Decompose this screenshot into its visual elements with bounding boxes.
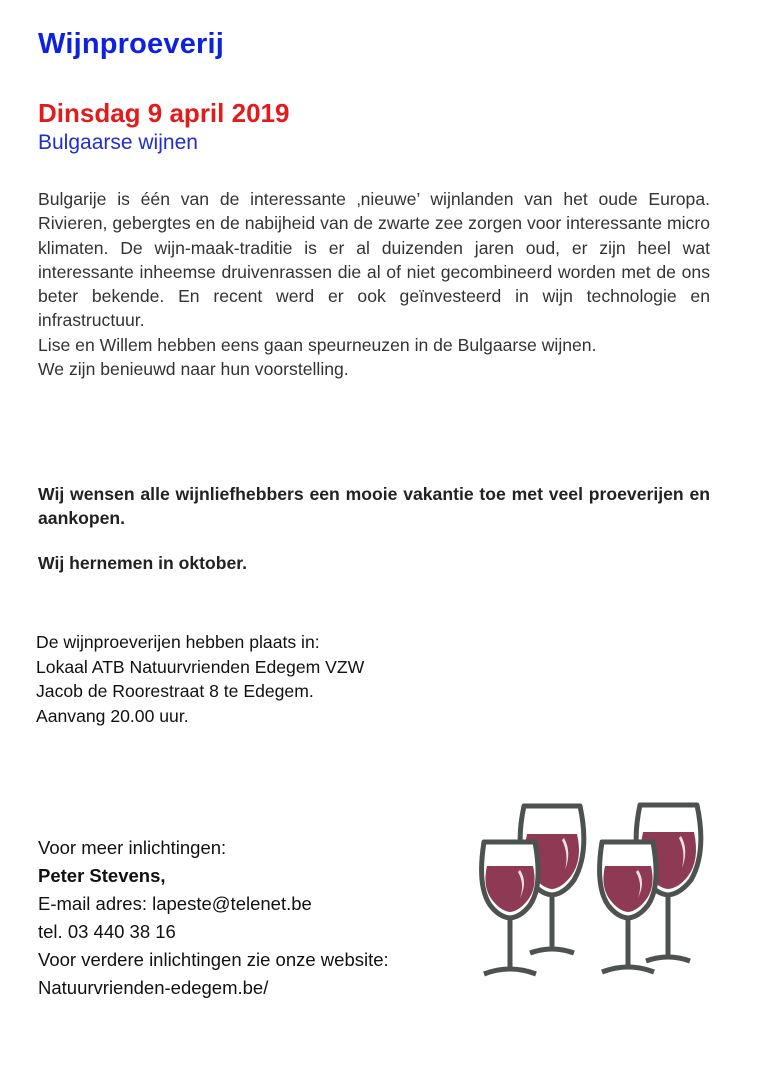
contact-website[interactable]: Natuurvrienden-edegem.be/ bbox=[38, 977, 269, 998]
intro-text bbox=[38, 187, 710, 381]
page-title: Wijnproeverij bbox=[38, 28, 225, 60]
venue-intro: De wijnproeverijen hebben plaats in: bbox=[36, 632, 320, 652]
event-subtitle: Bulgaarse wijnen bbox=[38, 131, 198, 154]
venue-address: Jacob de Roorestraat 8 te Edegem. bbox=[36, 681, 314, 702]
venue-start-time: Aanvang 20.00 uur. bbox=[36, 706, 189, 727]
venue-info bbox=[36, 630, 364, 729]
contact-website-intro: Voor verdere inlichtingen zie onze website: bbox=[38, 949, 389, 970]
intro-line-presenters: Lise en Willem hebben eens gaan speurneuzen in de Bulgaarse wijnen. bbox=[38, 334, 597, 355]
resume-notice: Wij hernemen in oktober. bbox=[38, 553, 248, 573]
contact-phone: tel. 03 440 38 16 bbox=[38, 921, 176, 942]
contact-intro: Voor meer inlichtingen: bbox=[38, 837, 227, 858]
intro-paragraph: Bulgarije is één van de interessante ‚nieuwe’ wijnlanden van het oude Europa. Rivieren, gebergtes en de nabijheid van de zwarte zee zorgen voor interessante micro klimaten. De wijn-maak-traditie is er al duizenden jaren oud, er zijn heel wat interessante inheemse druivenrassen die al of niet gecombineerd worden met de ons beter bekende. En recent werd er ook geïnvesteerd in wijn technologie en infrastructuur. bbox=[38, 189, 710, 331]
contact-name: Peter Stevens, bbox=[38, 865, 166, 886]
event-date: Dinsdag 9 april 2019 bbox=[38, 98, 290, 128]
wine-glasses-icon bbox=[472, 800, 722, 980]
holiday-wishes: Wij wensen alle wijnliefhebbers een mooie vakantie toe met veel proeverijen en aankopen. bbox=[38, 484, 710, 528]
contact-info bbox=[38, 834, 389, 1002]
intro-line-anticipation: We zijn benieuwd naar hun voorstelling. bbox=[38, 359, 349, 380]
venue-name: Lokaal ATB Natuurvrienden Edegem VZW bbox=[36, 656, 365, 677]
contact-email[interactable]: E-mail adres: lapeste@telenet.be bbox=[38, 893, 312, 914]
